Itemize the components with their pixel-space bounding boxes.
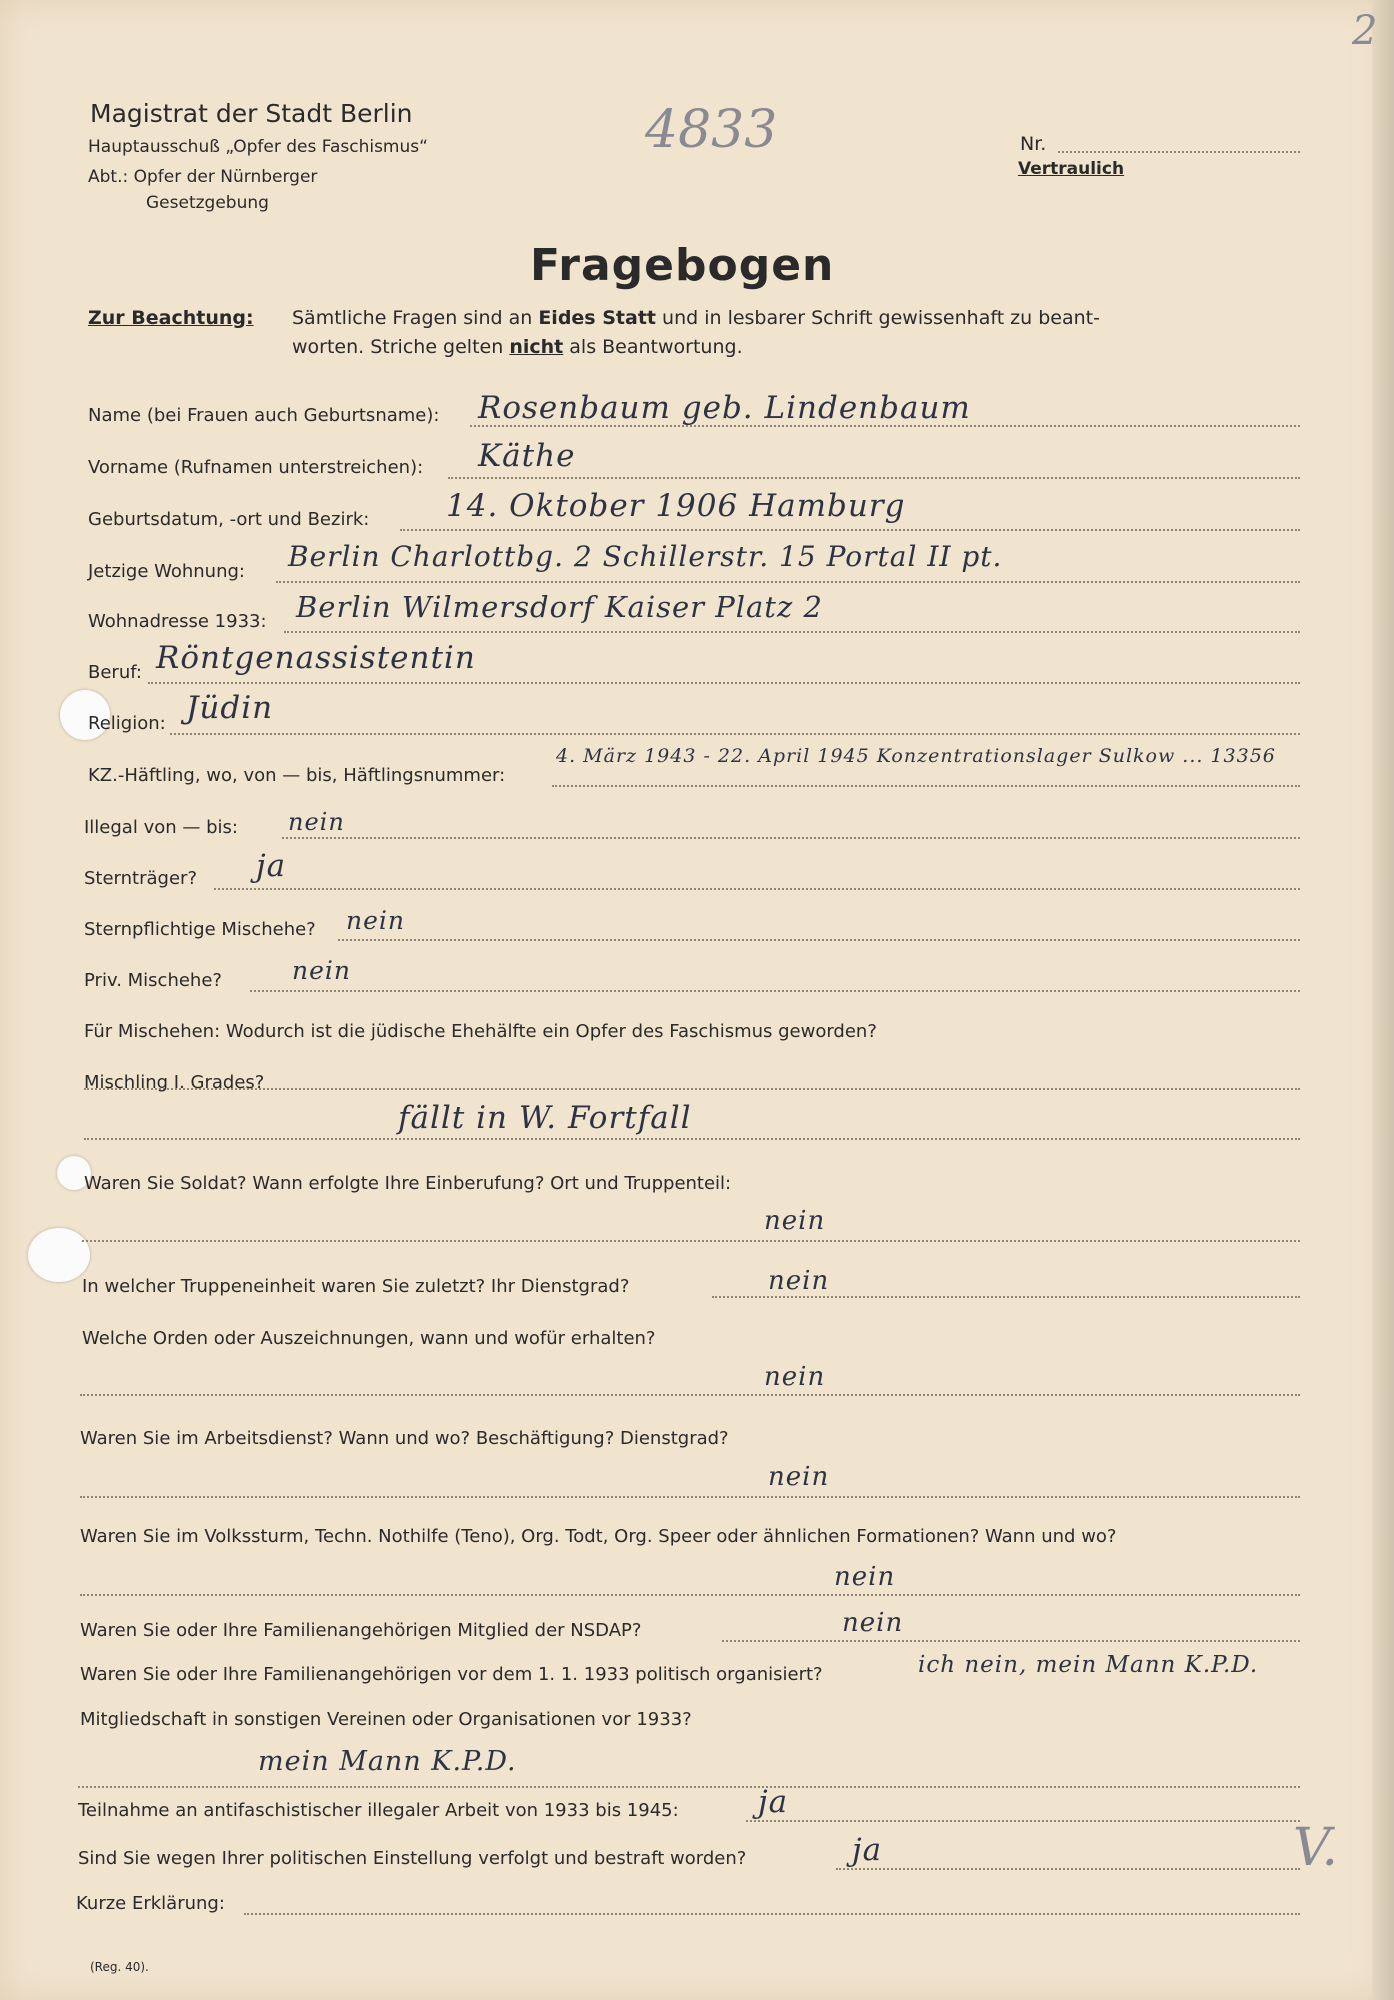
field-label-private-mixed-marriage: Priv. Mischehe? — [84, 970, 222, 991]
punch-hole — [28, 1228, 90, 1282]
field-answer-volkssturm: nein — [834, 1562, 896, 1592]
answer-line — [722, 1640, 1300, 1642]
answer-line — [448, 477, 1300, 479]
form-title: Fragebogen — [530, 240, 835, 291]
answer-line — [80, 1496, 1300, 1498]
field-answer-first-name: Käthe — [478, 438, 576, 474]
answer-line — [170, 733, 1300, 735]
answer-line — [244, 1913, 1300, 1915]
field-answer-name: Rosenbaum geb. Lindenbaum — [478, 390, 971, 426]
answer-line — [836, 1868, 1300, 1870]
answer-line — [400, 529, 1300, 531]
field-answer-memberships: mein Mann K.P.D. — [258, 1746, 517, 1777]
field-answer-profession: Röntgenassistentin — [156, 640, 476, 676]
answer-line — [214, 888, 1300, 890]
field-label-current-address: Jetzige Wohnung: — [88, 561, 245, 582]
notice-emphasis: nicht — [509, 336, 564, 358]
form-code: (Reg. 40). — [90, 1960, 149, 1974]
answer-line — [80, 1394, 1300, 1396]
field-label-decorations: Welche Orden oder Auszeichnungen, wann und wofür erhalten? — [82, 1328, 656, 1349]
field-label-explanation: Kurze Erklärung: — [76, 1893, 225, 1914]
answer-line — [148, 682, 1300, 684]
answer-line — [250, 990, 1300, 992]
field-label-labour-service: Waren Sie im Arbeitsdienst? Wann und wo? Beschäftigung? Dienstgrad? — [80, 1428, 729, 1449]
notice-emphasis: Eides Statt — [538, 307, 656, 329]
field-label-birth: Geburtsdatum, -ort und Bezirk: — [88, 509, 370, 530]
department-line1: Abt.: Opfer der Nürnberger — [88, 167, 318, 187]
field-label-star-bearer: Sternträger? — [84, 868, 197, 889]
nr-label: Nr. — [1020, 133, 1047, 155]
field-answer-antifascist-work: ja — [758, 1784, 789, 1820]
notice-line2 — [292, 336, 743, 358]
notice-text: worten. Striche gelten — [292, 336, 510, 358]
field-label-address-1933: Wohnadresse 1933: — [88, 611, 267, 632]
field-label-profession: Beruf: — [88, 662, 142, 683]
committee-name: Hauptausschuß „Opfer des Faschismus“ — [88, 137, 428, 157]
field-label-persecuted: Sind Sie wegen Ihrer politischen Einstellung verfolgt und bestraft worden? — [78, 1848, 747, 1869]
answer-line — [84, 1138, 1300, 1140]
answer-line — [82, 1240, 1300, 1242]
field-answer-nsdap: nein — [842, 1608, 904, 1638]
field-label-religion: Religion: — [88, 713, 166, 734]
field-label-first-name: Vorname (Rufnamen unterstreichen): — [88, 457, 424, 478]
notice-text: als Beantwortung. — [563, 336, 743, 358]
field-label-prisoner: KZ.-Häftling, wo, von — bis, Häftlingsnummer: — [88, 765, 506, 786]
field-answer-religion: Jüdin — [186, 690, 274, 726]
page-number-annotation: 2 — [1352, 8, 1378, 54]
field-label-unit: In welcher Truppeneinheit waren Sie zuletzt? Ihr Dienstgrad? — [82, 1276, 630, 1297]
notice-label: Zur Beachtung: — [88, 307, 254, 329]
field-label-name: Name (bei Frauen auch Geburtsname): — [88, 405, 440, 426]
page-edge — [1372, 0, 1394, 2000]
field-answer-mixed-marriage-star: nein — [346, 906, 405, 935]
notice-text: und in lesbarer Schrift gewissenhaft zu beant- — [655, 307, 1100, 329]
answer-line — [338, 939, 1300, 941]
notice-text: Sämtliche Fragen sind an — [292, 307, 539, 329]
answer-line — [282, 837, 1300, 839]
field-label-mixed-marriage-victim: Für Mischehen: Wodurch ist die jüdische Ehehälfte ein Opfer des Faschismus geworden? — [84, 1021, 877, 1042]
field-answer-current-address: Berlin Charlottbg. 2 Schillerstr. 15 Portal II pt. — [288, 540, 1003, 573]
field-label-nsdap: Waren Sie oder Ihre Familienangehörigen Mitglied der NSDAP? — [80, 1620, 642, 1641]
notice-line1 — [292, 307, 1100, 329]
field-answer-mixed-descent: fällt in W. Fortfall — [398, 1100, 692, 1136]
field-answer-prisoner: 4. März 1943 - 22. April 1945 Konzentrationslager Sulkow ... 13356 — [556, 745, 1276, 767]
answer-line — [80, 1594, 1300, 1596]
answer-line — [84, 1088, 1300, 1090]
authority-name: Magistrat der Stadt Berlin — [90, 99, 413, 128]
field-answer-soldier: nein — [764, 1206, 826, 1236]
answer-line — [746, 1820, 1300, 1822]
nr-line — [1058, 151, 1300, 153]
field-answer-persecuted: ja — [852, 1832, 883, 1868]
field-answer-labour-service: nein — [768, 1462, 830, 1492]
field-label-political-org: Waren Sie oder Ihre Familienangehörigen vor dem 1. 1. 1933 politisch organisiert? — [80, 1664, 823, 1685]
field-answer-political-org: ich nein, mein Mann K.P.D. — [918, 1652, 1259, 1678]
field-answer-decorations: nein — [764, 1362, 826, 1392]
field-label-volkssturm: Waren Sie im Volkssturm, Techn. Nothilfe (Teno), Org. Todt, Org. Speer oder ähnlichen Formationen? Wann und wo? — [80, 1526, 1117, 1547]
answer-line — [78, 1786, 1300, 1788]
field-answer-private-mixed-marriage: nein — [292, 956, 351, 985]
check-mark-annotation: V. — [1293, 1818, 1338, 1878]
field-label-illegal: Illegal von — bis: — [84, 817, 238, 838]
file-number-annotation: 4833 — [645, 100, 778, 160]
field-answer-star-bearer: ja — [256, 848, 287, 884]
confidential-label: Vertraulich — [1018, 159, 1125, 179]
field-answer-birth: 14. Oktober 1906 Hamburg — [446, 488, 906, 524]
field-answer-address-1933: Berlin Wilmersdorf Kaiser Platz 2 — [296, 590, 823, 624]
answer-line — [712, 1296, 1300, 1298]
field-label-soldier: Waren Sie Soldat? Wann erfolgte Ihre Einberufung? Ort und Truppenteil: — [84, 1173, 732, 1194]
answer-line — [276, 581, 1300, 583]
answer-line — [552, 785, 1300, 787]
field-answer-unit: nein — [768, 1266, 830, 1296]
answer-line — [284, 631, 1300, 633]
department-line2: Gesetzgebung — [146, 193, 269, 213]
field-label-memberships: Mitgliedschaft in sonstigen Vereinen oder Organisationen vor 1933? — [80, 1709, 692, 1730]
field-label-antifascist-work: Teilnahme an antifaschistischer illegaler Arbeit von 1933 bis 1945: — [78, 1800, 679, 1821]
field-label-mixed-marriage-star: Sternpflichtige Mischehe? — [84, 919, 316, 940]
field-label-mixed-descent: Mischling I. Grades? — [84, 1072, 265, 1093]
field-answer-illegal: nein — [288, 808, 345, 836]
